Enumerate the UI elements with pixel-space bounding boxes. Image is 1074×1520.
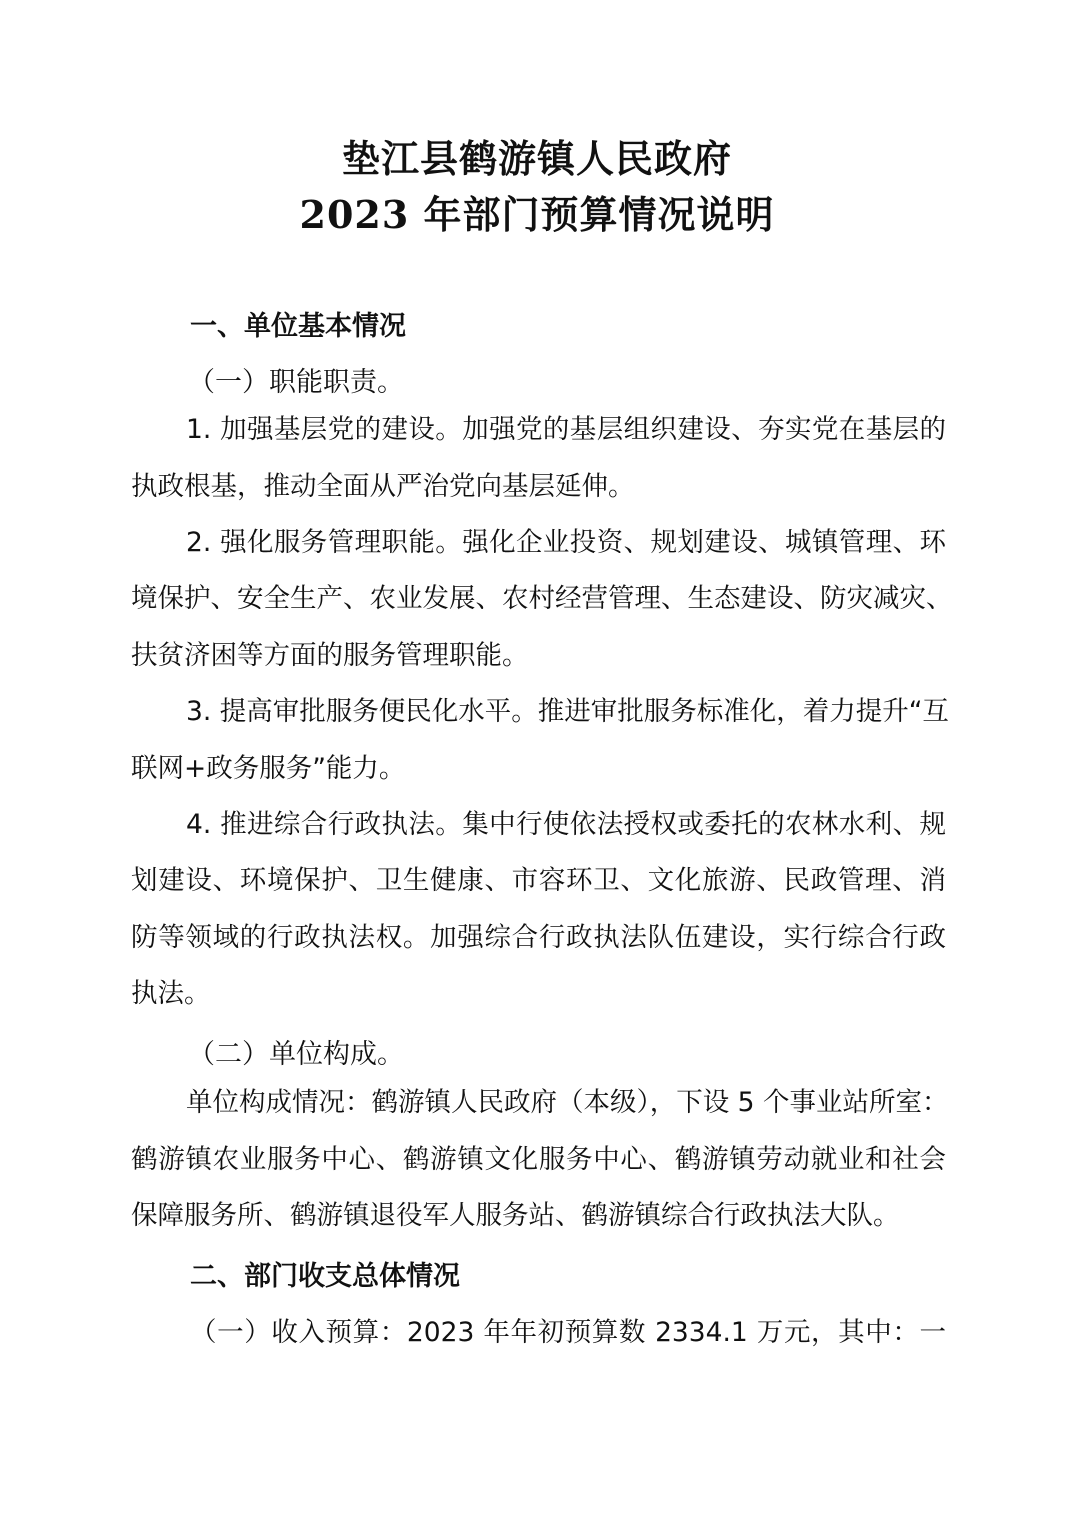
duty-4-line-1: 4. 推进综合行政执法。集中行使依法授权或委托的农林水利、规	[186, 809, 946, 840]
duty-1-line-1: 1. 加强基层党的建设。加强党的基层组织建设、夯实党在基层的	[186, 414, 946, 445]
income-budget-line: （一）收入预算：2023 年年初预算数 2334.1 万元，其中：一	[190, 1317, 946, 1348]
subsection-heading-composition: （二）单位构成。	[188, 1039, 404, 1070]
composition-line-2: 鹤游镇农业服务中心、鹤游镇文化服务中心、鹤游镇劳动就业和社会	[131, 1144, 946, 1175]
document-title-line-2: 2023 年部门预算情况说明	[299, 192, 775, 237]
duty-3-line-2: 联网+政务服务”能力。	[131, 753, 406, 784]
duty-1-line-2: 执政根基，推动全面从严治党向基层延伸。	[131, 471, 635, 502]
section-heading-1: 一、单位基本情况	[190, 311, 406, 342]
document-title-line-1: 垫江县鹤游镇人民政府	[341, 136, 732, 181]
duty-2-line-2: 境保护、安全生产、农业发展、农村经营管理、生态建设、防灾减灾、	[131, 583, 953, 614]
duty-2-line-3: 扶贫济困等方面的服务管理职能。	[131, 640, 529, 671]
section-heading-2: 二、部门收支总体情况	[190, 1261, 460, 1292]
duty-4-line-3: 防等领域的行政执法权。加强综合行政执法队伍建设，实行综合行政	[131, 922, 946, 953]
composition-line-3: 保障服务所、鹤游镇退役军人服务站、鹤游镇综合行政执法大队。	[131, 1200, 900, 1231]
duty-2-line-1: 2. 强化服务管理职能。强化企业投资、规划建设、城镇管理、环	[186, 527, 946, 558]
duty-3-line-1: 3. 提高审批服务便民化水平。推进审批服务标准化，着力提升“互	[186, 696, 949, 727]
composition-line-1: 单位构成情况：鹤游镇人民政府（本级），下设 5 个事业站所室：	[186, 1087, 949, 1118]
subsection-heading-duties: （一）职能职责。	[188, 367, 404, 398]
duty-4-line-4: 执法。	[131, 978, 211, 1009]
duty-4-line-2: 划建设、环境保护、卫生健康、市容环卫、文化旅游、民政管理、消	[131, 865, 946, 896]
